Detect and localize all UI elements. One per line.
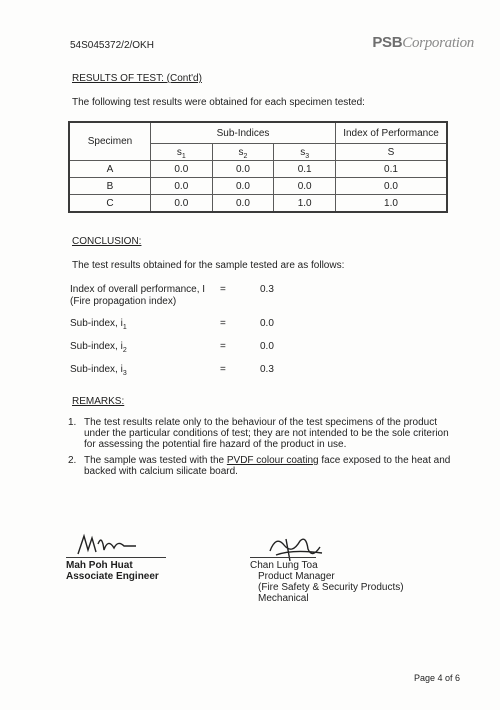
page-number: Page 4 of 6 <box>413 673 460 683</box>
cell-s1: 0.0 <box>151 161 213 178</box>
cell-s1: 0.0 <box>151 195 213 213</box>
subindex-label: Sub-index, $i_1$ <box>70 318 127 331</box>
remark-item: 1. The test results relate only to the behaviour of the test specimens of the product under the particular conditions of test; they are not intended to be the sole criterion for assessing the potential fire hazard of the product in use. <box>68 417 449 450</box>
table-row <box>69 195 447 213</box>
results-intro: The following test results were obtained for each specimen tested: <box>72 97 365 108</box>
subindex-eq: = <box>220 364 226 375</box>
col-specimen: Specimen <box>69 122 151 161</box>
cell-s2: 0.0 <box>212 178 274 195</box>
overall-eq: = <box>220 284 226 295</box>
cell-s1: 0.0 <box>151 178 213 195</box>
results-heading: RESULTS OF TEST: (Cont'd) <box>72 73 202 84</box>
remarks-heading: REMARKS: <box>72 396 125 407</box>
right-signer-role-2: (Fire Safety & Security Products) <box>258 582 404 593</box>
col-s1: $s_1$ <box>151 144 213 161</box>
overall-label: Index of overall performance, I (Fire propagation index) <box>70 284 206 307</box>
subindex-label: Sub-index, $i_3$ <box>70 364 127 377</box>
left-signer-name: Mah Poh Huat <box>66 560 133 571</box>
left-signature-block <box>66 557 166 582</box>
remarks-list <box>68 417 452 482</box>
subindex-eq: = <box>220 318 226 329</box>
cell-specimen: B <box>69 178 151 195</box>
cell-s2: 0.0 <box>212 161 274 178</box>
subindex-eq: = <box>220 341 226 352</box>
cell-s3: 1.0 <box>274 195 336 213</box>
col-s3: $s_3$ <box>274 144 336 161</box>
overall-value: 0.3 <box>260 284 274 295</box>
col-s2: $s_2$ <box>212 144 274 161</box>
table-row <box>69 178 447 195</box>
cell-S: 0.0 <box>336 178 448 195</box>
col-subindices: Sub-Indices <box>151 122 336 144</box>
right-signature-block <box>250 557 410 604</box>
report-reference: 54S045372/2/OKH <box>70 40 154 51</box>
subindex-value: 0.0 <box>260 341 274 352</box>
cell-S: 0.1 <box>336 161 448 178</box>
logo-suffix: Corporation <box>402 35 474 51</box>
right-signer-name: Chan Lung Toa <box>250 560 318 571</box>
subindex-value: 0.0 <box>260 318 274 329</box>
conclusion-heading: CONCLUSION: <box>72 236 142 247</box>
results-table <box>68 121 448 213</box>
subindex-label: Sub-index, $i_2$ <box>70 341 127 354</box>
logo-main: PSB <box>372 34 403 51</box>
conclusion-intro: The test results obtained for the sample tested are as follows: <box>72 260 345 271</box>
right-signer-role-3: Mechanical <box>258 593 309 604</box>
remark-item: 2. The sample was tested with the PVDF colour coating face exposed to the heat and backed with calcium silicate board. <box>68 455 451 477</box>
cell-S: 1.0 <box>336 195 448 213</box>
cell-specimen: A <box>69 161 151 178</box>
table-header-row <box>69 122 447 144</box>
pvdf-coating-text: PVDF colour coating <box>226 455 319 466</box>
signature-line <box>250 557 316 558</box>
left-signature-scribble <box>74 530 144 560</box>
cell-s3: 0.1 <box>274 161 336 178</box>
cell-specimen: C <box>69 195 151 213</box>
subindex-value: 0.3 <box>260 364 274 375</box>
col-index: Index of Performance <box>336 122 448 144</box>
signature-line <box>66 557 166 558</box>
company-logo <box>372 34 474 52</box>
cell-s3: 0.0 <box>274 178 336 195</box>
right-signer-role-1: Product Manager <box>258 571 335 582</box>
col-S: S <box>336 144 448 161</box>
cell-s2: 0.0 <box>212 195 274 213</box>
left-signer-role: Associate Engineer <box>66 571 159 582</box>
table-row <box>69 161 447 178</box>
